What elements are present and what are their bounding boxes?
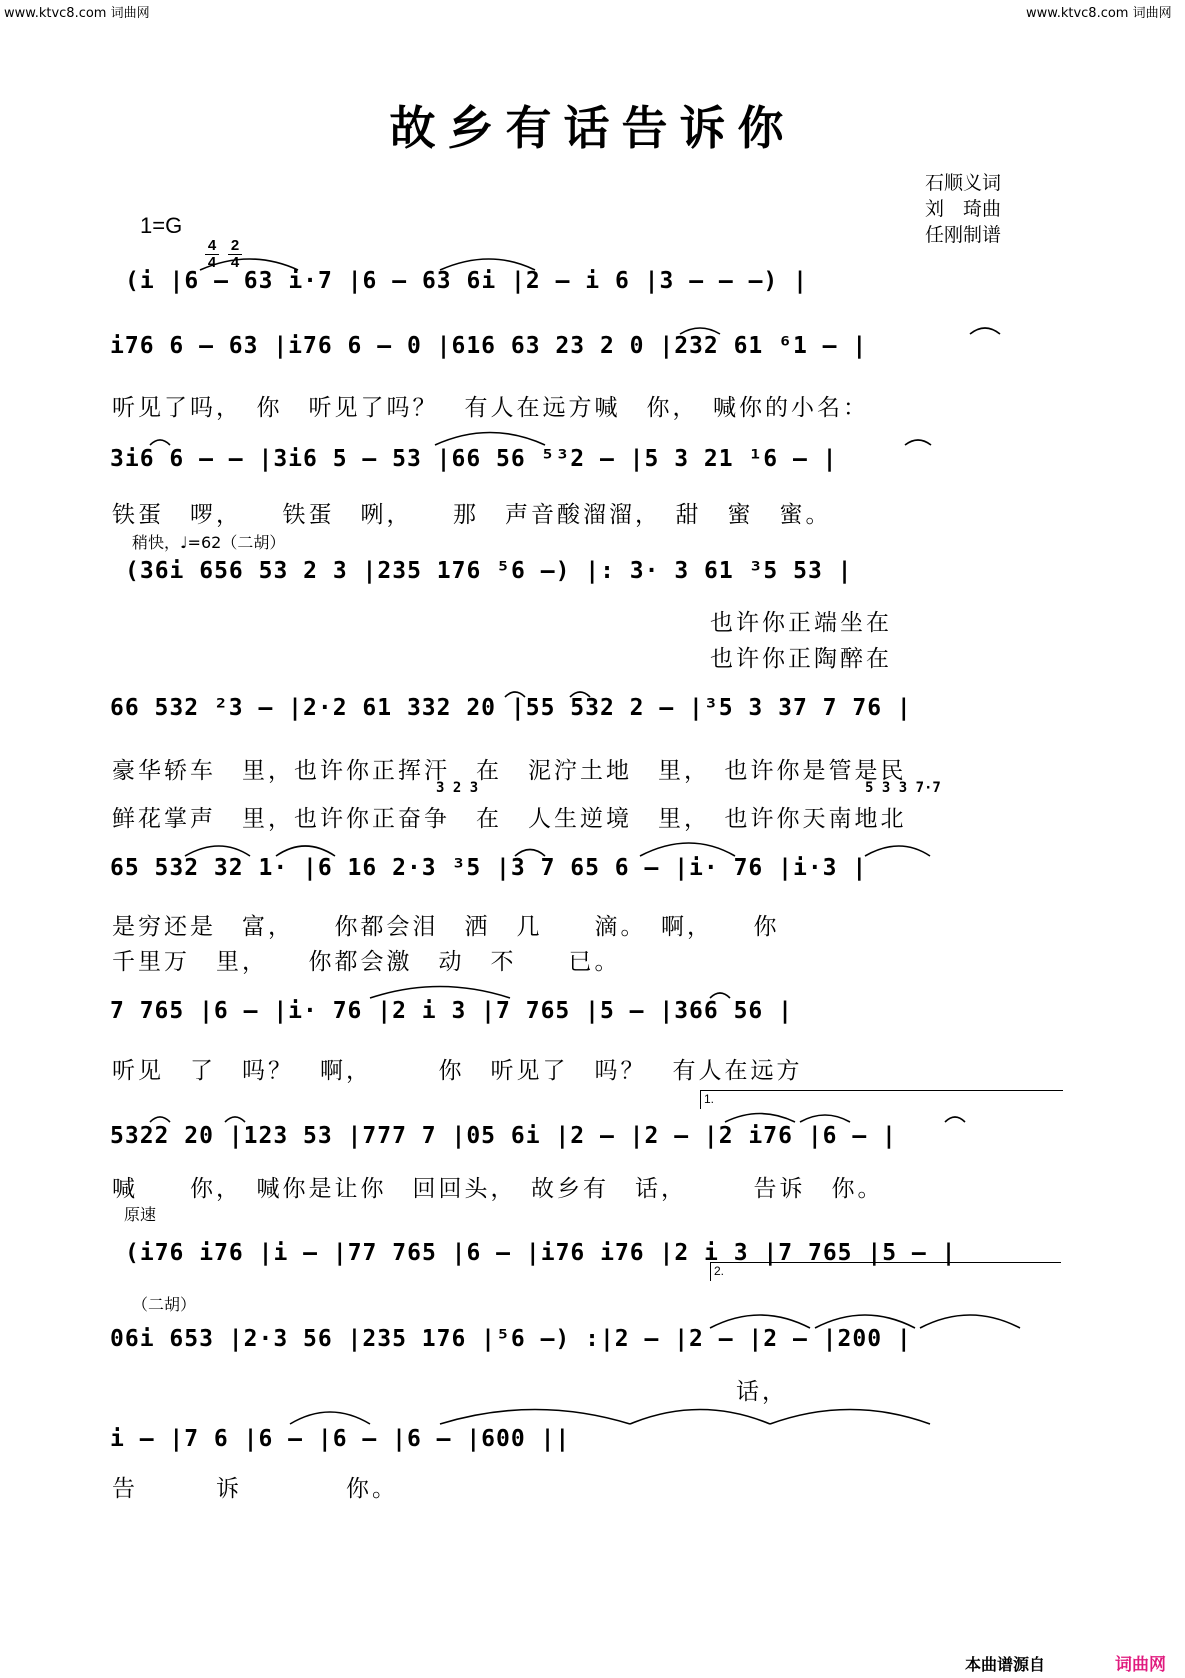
notation-row: 65 532 32 1· |6 16 2·3 ³5 |3 7 65 6 – |i· 76 |i·3 | — [110, 855, 868, 881]
lyric-line: 铁蛋 啰， 铁蛋 咧， 那 声音酸溜溜， 甜 蜜 蜜。 — [112, 502, 832, 528]
grace-notes: 3 2 3 — [436, 780, 479, 796]
notation-row: (i |6 – 63 i·7 |6 – 63 6i |2 – i 6 |3 – – –) | — [125, 268, 808, 294]
lyricist-credit: 石顺义词 — [925, 172, 1002, 194]
lyric-line: 也许你正端坐在 — [112, 610, 892, 636]
volta-1: 1. — [700, 1090, 1063, 1109]
time-signature-4-4: 4 4 — [205, 206, 219, 287]
grace-notes: 5 3 3 7·7 — [865, 780, 941, 796]
footer-logo: 词曲网 — [1115, 1655, 1166, 1675]
notation-row: 3i6 6 – – |3i6 5 – 53 |66 56 ⁵³2 – |5 3 21 ¹6 – | — [110, 446, 838, 472]
song-title: 故乡有话告诉你 — [389, 101, 796, 155]
key-signature: 1=G — [140, 213, 183, 238]
time-signature-2-4: 2 4 — [228, 206, 242, 287]
lyric-line: 告 诉 你。 — [112, 1476, 398, 1502]
site-watermark-left: www.ktvc8.com 词曲网 — [4, 6, 150, 21]
notation-row: i – |7 6 |6 – |6 – |6 – |600 || — [110, 1426, 571, 1452]
notation-row: 5322 20 |123 53 |777 7 |05 6i |2 – |2 – |2 i76 |6 – | — [110, 1123, 897, 1149]
notation-row: 06i 653 |2·3 56 |235 176 |⁵6 –) :|2 – |2 – |2 – |200 | — [110, 1326, 912, 1352]
lyric-line: 听见了吗， 你 听见了吗？ 有人在远方喊 你， 喊你的小名： — [112, 395, 869, 421]
composer-credit: 刘 琦曲 — [925, 198, 1002, 220]
site-watermark-right: www.ktvc8.com 词曲网 — [1026, 6, 1172, 21]
lyric-line: 千里万 里， 你都会激 动 不 已。 — [112, 949, 621, 975]
notation-row: 66 532 ²3 – |2·2 61 332 20 |55 532 2 – |³5 3 37 7 76 | — [110, 695, 912, 721]
notation-row: (i76 i76 |i – |77 765 |6 – |i76 i76 |2 i 3 |7 765 |5 – | — [125, 1240, 957, 1266]
lyric-line: 是穷还是 富， 你都会泪 洒 几 滴。 啊， 你 — [112, 914, 780, 940]
lyric-line: 听见 了 吗？ 啊， 你 听见了 吗？ 有人在远方 — [112, 1058, 803, 1084]
tempo-marking: 稍快，♩=62（二胡） — [132, 533, 286, 552]
lyric-line: 话， — [112, 1379, 788, 1405]
volta-2: 2. — [710, 1262, 1061, 1281]
notation-row: i76 6 – 63 |i76 6 – 0 |616 63 23 2 0 |232 61 ⁶1 – | — [110, 333, 868, 359]
footer-source: 本曲谱源自 — [965, 1655, 1046, 1674]
original-tempo-marking: 原速 — [124, 1205, 157, 1224]
notation-row: 7 765 |6 – |i· 76 |2 i 3 |7 765 |5 – |366 56 | — [110, 998, 793, 1024]
erhu-marking: （二胡） — [132, 1295, 197, 1314]
lyric-line: 也许你正陶醉在 — [112, 646, 892, 672]
lyric-line: 豪华轿车 里，也许你正挥汗 在 泥泞土地 里， 也许你是管是民 — [112, 758, 907, 784]
lyric-line: 喊 你， 喊你是让你 回回头， 故乡有 话， 告诉 你。 — [112, 1176, 884, 1202]
notation-row: (36i 656 53 2 3 |235 176 ⁵6 –) |: 3· 3 61 ³5 53 | — [125, 558, 853, 584]
arranger-credit: 任刚制谱 — [925, 224, 1002, 246]
lyric-line: 鲜花掌声 里，也许你正奋争 在 人生逆境 里， 也许你天南地北 — [112, 806, 907, 832]
